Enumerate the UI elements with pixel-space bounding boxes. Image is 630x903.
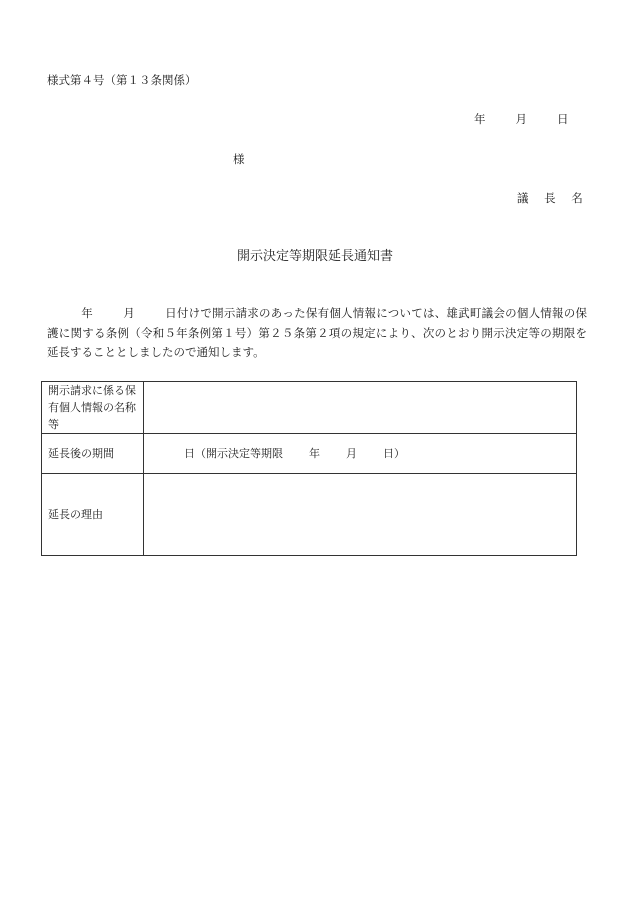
- form-number: 様式第４号（第１３条関係）: [47, 73, 197, 87]
- issue-date: [474, 114, 569, 126]
- extended-period-label: 延長後の期間: [42, 434, 144, 474]
- info-table: [41, 381, 577, 556]
- body-year-unit: 年: [81, 306, 93, 320]
- document-title: 開示決定等期限延長通知書: [236, 249, 393, 264]
- date-month-unit: 月: [515, 112, 527, 126]
- extended-period-value: [144, 434, 577, 474]
- period-month-unit: 月: [346, 447, 357, 460]
- issuer-name: 議 長 名: [517, 191, 589, 205]
- body-month-unit: 月: [122, 306, 135, 320]
- date-day-unit: 日: [557, 112, 569, 126]
- period-year-unit: 年: [309, 447, 320, 460]
- body-text: 日付けで開示請求のあった保有個人情報については、雄武町議会の個人情報の保護に関する条例（令和５年条例第１号）第２５条第２項の規定により、次のとおり開示決定等の期限を延長することとしましたので通知します。: [47, 306, 587, 359]
- recipient-suffix: 様: [233, 152, 245, 166]
- notice-body: [47, 304, 587, 363]
- extension-reason-value: [144, 474, 577, 556]
- period-day-close: 日）: [383, 447, 405, 460]
- table-row: [42, 474, 577, 556]
- extension-reason-label: 延長の理由: [42, 474, 144, 556]
- table-row: [42, 382, 577, 434]
- table-row: [42, 434, 577, 474]
- info-name-value: [144, 382, 577, 434]
- info-name-label: 開示請求に係る保有個人情報の名称等: [42, 382, 144, 434]
- period-day-unit: 日（開示決定等期限: [184, 447, 283, 460]
- date-year-unit: 年: [474, 112, 486, 126]
